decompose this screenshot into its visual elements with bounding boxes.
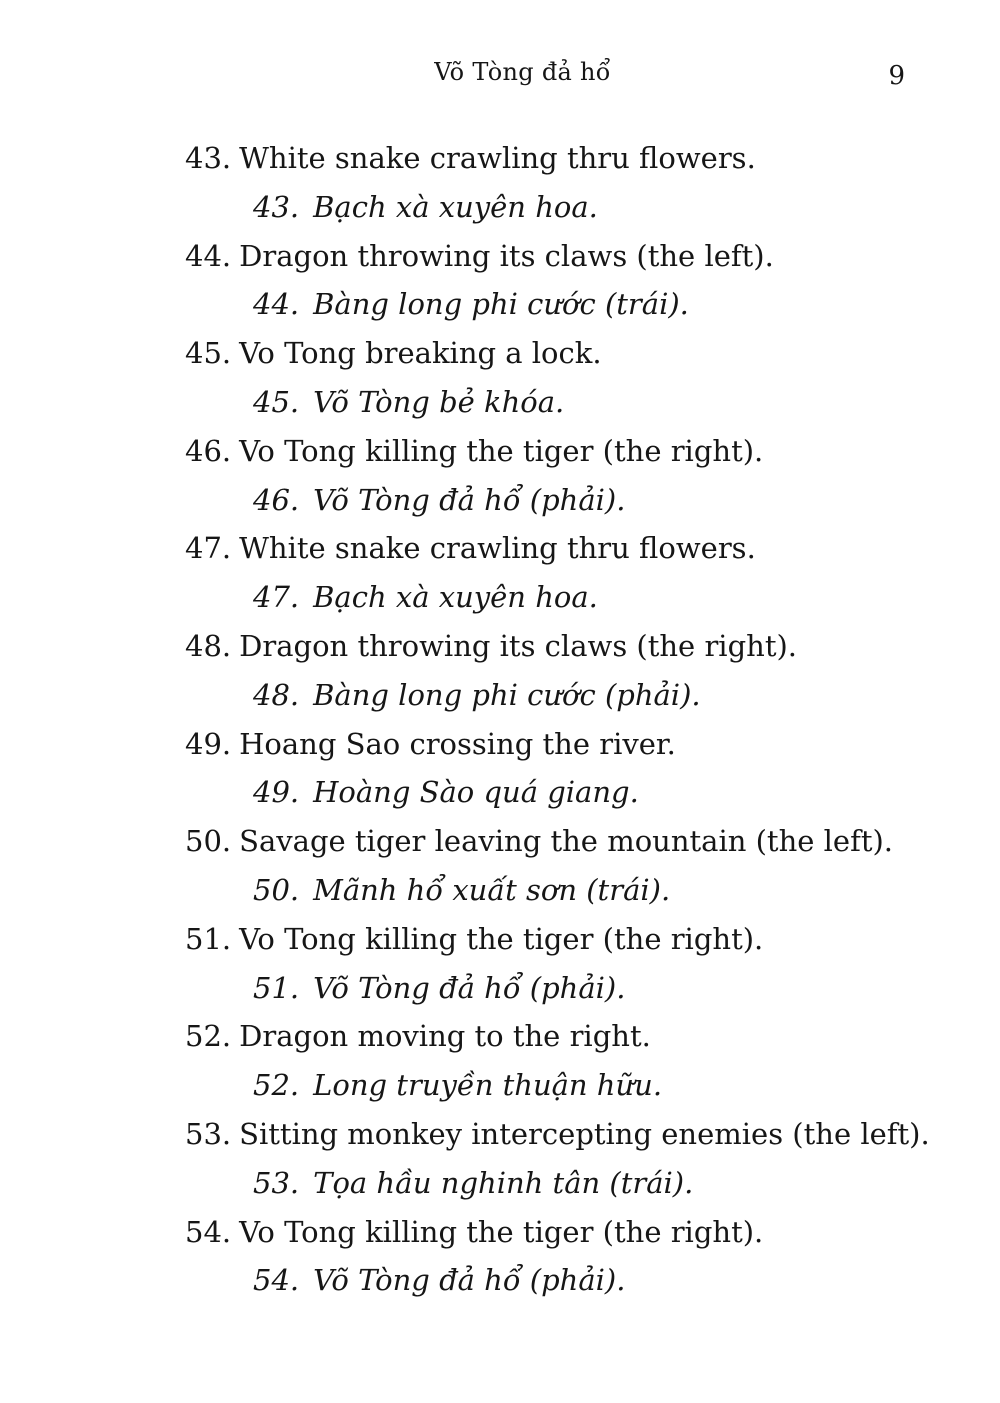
- english-line: [185, 232, 945, 281]
- list-item: [185, 134, 945, 232]
- item-text-english: Vo Tong killing the tiger (the right).: [239, 433, 764, 468]
- item-number-english: 54.: [185, 1214, 232, 1249]
- item-number-english: 51.: [185, 921, 232, 956]
- item-number-english: 53.: [185, 1116, 232, 1151]
- vietnamese-line: [185, 1159, 945, 1208]
- item-text-vietnamese: Tọa hầu nghinh tân (trái).: [313, 1165, 694, 1200]
- english-line: [185, 915, 945, 964]
- item-text-english: Sitting monkey intercepting enemies (the left).: [239, 1116, 930, 1151]
- item-number-vietnamese: 48.: [253, 677, 300, 712]
- vietnamese-line: [185, 476, 945, 525]
- vietnamese-line: [185, 964, 945, 1013]
- running-title: Võ Tòng đả hổ: [434, 58, 611, 86]
- item-text-vietnamese: Bàng long phi cước (trái).: [313, 287, 689, 322]
- item-text-english: White snake crawling thru flowers.: [239, 531, 756, 566]
- english-line: [185, 1110, 945, 1159]
- english-line: [185, 427, 945, 476]
- english-line: [185, 524, 945, 573]
- vietnamese-line: [185, 1061, 945, 1110]
- item-number-english: 49.: [185, 726, 232, 761]
- vietnamese-line: [185, 1256, 945, 1305]
- list-item: [185, 817, 945, 915]
- item-number-english: 47.: [185, 531, 232, 566]
- item-text-english: White snake crawling thru flowers.: [239, 141, 756, 175]
- english-line: [185, 1208, 945, 1257]
- list-item: [185, 329, 945, 427]
- vietnamese-line: [185, 183, 945, 232]
- list-item: [185, 1110, 945, 1208]
- item-text-vietnamese: Võ Tòng đả hổ (phải).: [313, 1263, 626, 1298]
- vietnamese-line: [185, 378, 945, 427]
- page-header: [185, 58, 905, 94]
- item-number-vietnamese: 45.: [253, 384, 300, 419]
- item-number-english: 45.: [185, 336, 232, 371]
- item-number-vietnamese: 53.: [253, 1165, 300, 1200]
- item-text-vietnamese: Long truyền thuận hữu.: [313, 1068, 663, 1103]
- english-line: [185, 134, 945, 183]
- vietnamese-line: [185, 768, 945, 817]
- item-number-english: 48.: [185, 628, 232, 663]
- item-text-english: Savage tiger leaving the mountain (the left).: [239, 824, 893, 859]
- item-number-english: 44.: [185, 238, 232, 273]
- item-text-english: Vo Tong killing the tiger (the right).: [239, 921, 764, 956]
- item-text-english: Vo Tong killing the tiger (the right).: [239, 1214, 764, 1249]
- item-text-english: Hoang Sao crossing the river.: [239, 726, 676, 761]
- movement-list: [185, 134, 945, 1305]
- item-number-english: 43.: [185, 141, 232, 175]
- item-text-vietnamese: Mãnh hổ xuất sơn (trái).: [313, 872, 671, 907]
- item-number-english: 52.: [185, 1019, 232, 1054]
- item-number-vietnamese: 54.: [253, 1263, 300, 1298]
- list-item: [185, 622, 945, 720]
- item-number-vietnamese: 44.: [253, 287, 300, 322]
- english-line: [185, 817, 945, 866]
- item-text-vietnamese: Bạch xà xuyên hoa.: [313, 580, 598, 615]
- list-item: [185, 232, 945, 330]
- list-item: [185, 1012, 945, 1110]
- english-line: [185, 720, 945, 769]
- item-number-vietnamese: 49.: [253, 775, 300, 810]
- vietnamese-line: [185, 280, 945, 329]
- english-line: [185, 622, 945, 671]
- item-number-vietnamese: 46.: [253, 482, 300, 517]
- item-text-english: Vo Tong breaking a lock.: [239, 336, 602, 371]
- item-number-english: 50.: [185, 824, 232, 859]
- english-line: [185, 1012, 945, 1061]
- item-number-vietnamese: 50.: [253, 872, 300, 907]
- item-number-vietnamese: 51.: [253, 970, 300, 1005]
- item-text-vietnamese: Hoàng Sào quá giang.: [313, 775, 639, 810]
- item-number-english: 46.: [185, 433, 232, 468]
- list-item: [185, 427, 945, 525]
- list-item: [185, 720, 945, 818]
- item-text-vietnamese: Võ Tòng đả hổ (phải).: [313, 482, 626, 517]
- vietnamese-line: [185, 671, 945, 720]
- item-text-vietnamese: Bạch xà xuyên hoa.: [313, 189, 598, 224]
- item-text-vietnamese: Võ Tòng đả hổ (phải).: [313, 970, 626, 1005]
- item-text-vietnamese: Võ Tòng bẻ khóa.: [313, 384, 565, 419]
- list-item: [185, 915, 945, 1013]
- item-text-english: Dragon throwing its claws (the right).: [239, 628, 798, 663]
- item-text-english: Dragon moving to the right.: [239, 1019, 651, 1054]
- item-text-english: Dragon throwing its claws (the left).: [239, 238, 774, 273]
- english-line: [185, 329, 945, 378]
- list-item: [185, 524, 945, 622]
- item-text-vietnamese: Bàng long phi cước (phải).: [313, 677, 701, 712]
- item-number-vietnamese: 43.: [253, 189, 300, 224]
- vietnamese-line: [185, 866, 945, 915]
- item-number-vietnamese: 47.: [253, 580, 300, 615]
- list-item: [185, 1208, 945, 1306]
- item-number-vietnamese: 52.: [253, 1068, 300, 1103]
- page-number: 9: [888, 61, 905, 91]
- vietnamese-line: [185, 573, 945, 622]
